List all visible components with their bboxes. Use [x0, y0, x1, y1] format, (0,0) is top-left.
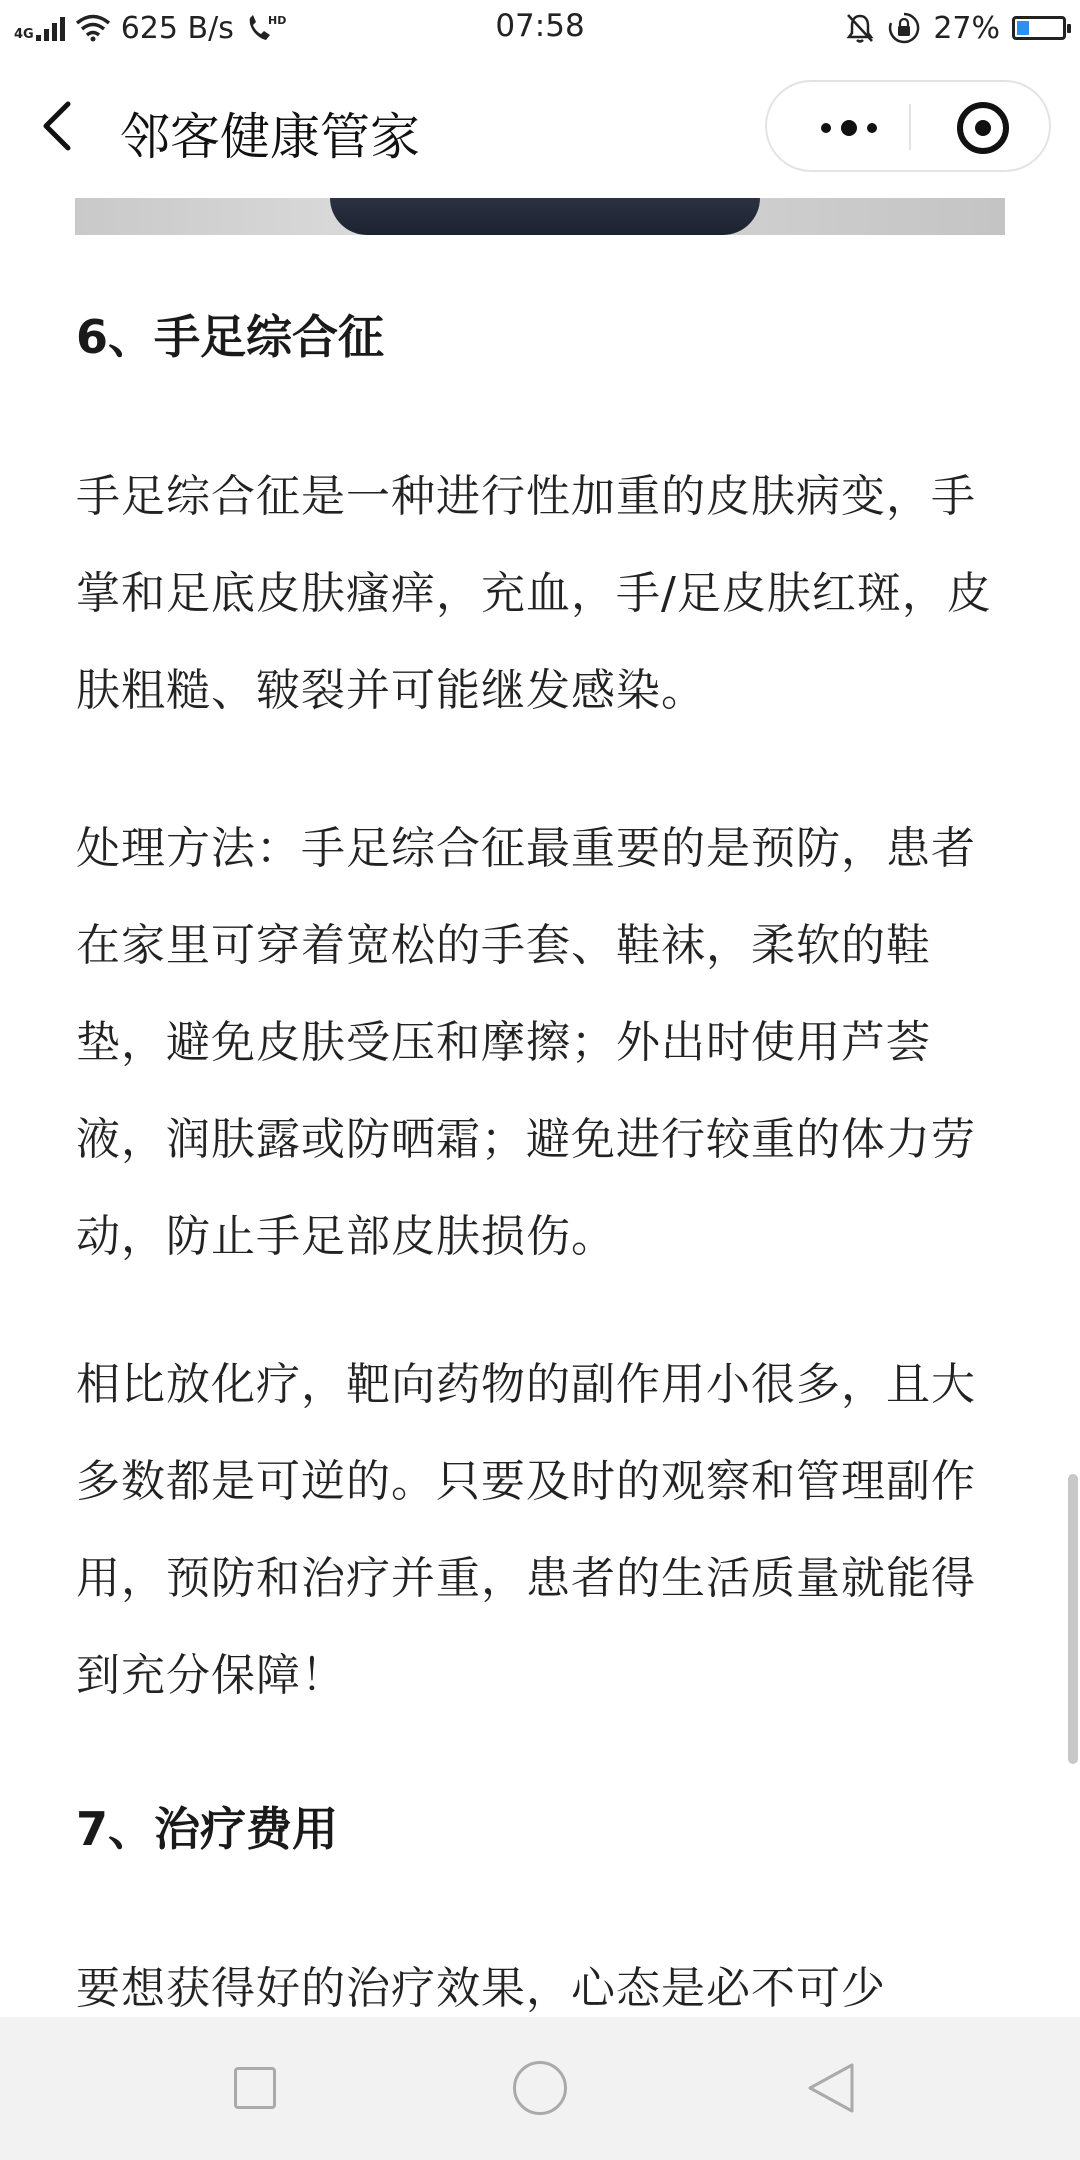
- section-heading-6: 6、手足综合征: [76, 310, 385, 364]
- clock: 07:58: [495, 8, 585, 44]
- battery-percent: 27%: [933, 10, 1000, 46]
- svg-text:HD: HD: [267, 14, 287, 27]
- article-image: [75, 198, 1005, 235]
- back-arrow-icon[interactable]: [30, 96, 90, 156]
- jeans-figure: [330, 198, 760, 235]
- paragraph-summary: 相比放化疗，靶向药物的副作用小很多，且大多数都是可逆的。只要及时的观察和管理副作用，预防和治疗并重，患者的生活质量就能得到充分保障！: [76, 1359, 976, 1701]
- close-mini-program-icon[interactable]: [957, 102, 1009, 154]
- more-options-icon[interactable]: [809, 108, 889, 148]
- nav-bar: [0, 72, 1080, 182]
- mini-program-capsule: [765, 80, 1051, 172]
- page-title: 邻客健康管家: [120, 108, 420, 166]
- back-triangle-button[interactable]: [804, 2061, 856, 2115]
- recent-apps-button[interactable]: [234, 2067, 276, 2109]
- mute-icon: [845, 12, 875, 44]
- network-speed: 625 B/s: [120, 10, 234, 46]
- status-bar: [0, 0, 1080, 56]
- paragraph-treatment: 处理方法：手足综合征最重要的是预防，患者在家里可穿着宽松的手套、鞋袜，柔软的鞋垫，避免皮肤受压和摩擦；外出时使用芦荟液，润肤露或防晒霜；避免进行较重的体力劳动，防止手足部皮肤损伤。: [76, 823, 976, 1262]
- battery-fill: [1017, 21, 1029, 35]
- network-type: 4G: [14, 27, 34, 42]
- scrollbar-thumb[interactable]: [1068, 1474, 1078, 1764]
- battery-icon: [1012, 16, 1066, 40]
- section-heading-7: 7、治疗费用: [76, 1802, 339, 1856]
- home-button[interactable]: [513, 2061, 567, 2115]
- paragraph-cost: 要想获得好的治疗效果，心态是必不可少: [76, 1963, 886, 2014]
- system-navigation-bar: [0, 2017, 1080, 2160]
- rotation-lock-icon: [887, 11, 921, 45]
- capsule-divider: [909, 104, 911, 150]
- paragraph-symptoms: 手足综合征是一种进行性加重的皮肤病变，手掌和足底皮肤瘙痒，充血，手/足皮肤红斑，皮肤粗糙、皲裂并可能继发感染。: [76, 471, 992, 716]
